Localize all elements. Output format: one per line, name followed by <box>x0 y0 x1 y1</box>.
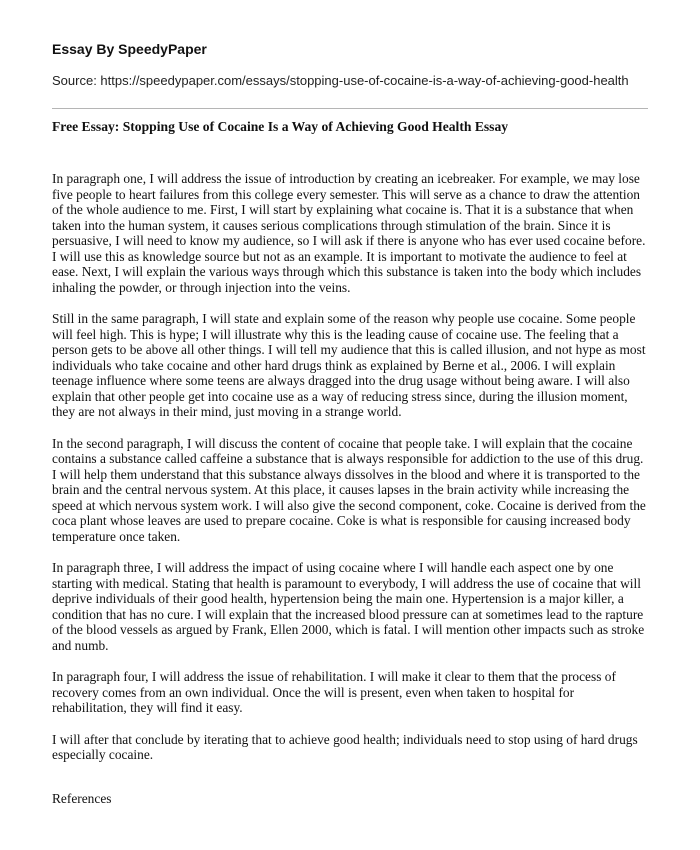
site-title: Essay By SpeedyPaper <box>52 41 207 57</box>
source-line: Source: https://speedypaper.com/essays/stopping-use-of-cocaine-is-a-way-of-achieving-good-health <box>52 73 629 88</box>
paragraph-1: In paragraph one, I will address the issue of introduction by creating an icebreaker. For example, we may lose five people to heart failures from this college every semester. This will serve as a chance to draw the attention of the whole audience to me. First, I will start by explaining what cocaine is. That it is a substance that when taken into the human system, it causes serious complications through stimulation of the brain. Since it is persuasive, I will need to know my audience, so I will ask if there is anyone who has ever used cocaine before. I will use this as knowledge source but not as an example. It is important to motivate the audience to feel at ease. Next, I will explain the various ways through which this substance is taken into the body which includes inhaling the powder, or through injection into the veins. <box>52 171 646 295</box>
document-header <box>52 40 648 89</box>
essay-body <box>52 171 648 779</box>
paragraph-5: In paragraph four, I will address the issue of rehabilitation. I will make it clear to them that the process of recovery comes from an own individual. Once the will is present, even when taken to hospital for rehabilitation, they will find it easy. <box>52 669 616 715</box>
references-heading: References <box>52 791 112 806</box>
essay-title: Free Essay: Stopping Use of Cocaine Is a Way of Achieving Good Health Essay <box>52 119 509 134</box>
paragraph-3: In the second paragraph, I will discuss the content of cocaine that people take. I will explain that the cocaine contains a substance called caffeine a substance that is always responsible for addiction to the use of this drug. I will help them understand that this substance always dissolves in the blood and where it is transported to the brain and the central nervous system. At this place, it causes lapses in the brain activity while increasing the speed at which nervous system work. I will also give the second component, coke. Cocaine is derived from the coca plant whose leaves are used to prepare cocaine. Coke is what is responsible for causing increased body temperature once taken. <box>52 435 646 544</box>
header-divider <box>52 108 648 109</box>
paragraph-2: Still in the same paragraph, I will state and explain some of the reason why people use cocaine. Some people will feel high. This is hype; I will illustrate why this is the leading cause of cocaine use. The feeling that a person gets to be above all other things. I will tell my audience that this is called illusion, and not hype as most individuals who take cocaine and other hard drugs think as explained by Berne et al., 2006. I will explain teenage influence where some teens are always dragged into the drug usage without being aware. I will also explain that other people get into cocaine use as a way of reducing stress since, during the illusion moment, they are not always in their mind, just moving in a strange world. <box>52 311 646 419</box>
paragraph-6: I will after that conclude by iterating that to achieve good health; individuals need to stop using of hard drugs especially cocaine. <box>52 731 638 762</box>
paragraph-4: In paragraph three, I will address the impact of using cocaine where I will handle each aspect one by one starting with medical. Stating that health is paramount to everybody, I will address the use of cocaine that will deprive individuals of their good health, hypertension being the main one. Hypertension is a major killer, a condition that has no cure. I will explain that the increased blood pressure can at sometimes lead to the rapture of the blood vessels as argued by Frank, Ellen 2000, which is fatal. I will mention other impacts such as stroke and numb. <box>52 560 645 653</box>
